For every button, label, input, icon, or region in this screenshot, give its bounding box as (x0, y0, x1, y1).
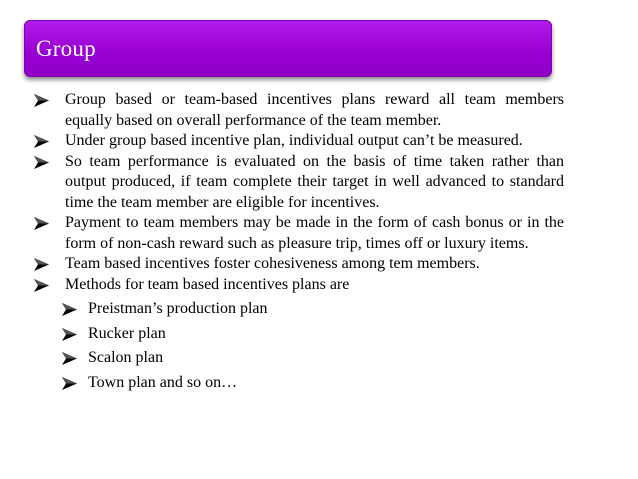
sub-bullet-text: Scalon plan (88, 349, 164, 366)
bullet-text: Methods for team based incentives plans are (65, 275, 350, 293)
arrowhead-bullet-icon (62, 303, 77, 316)
bullet-text: Under group based incentive plan, individual output can’t be measured. (65, 132, 523, 149)
arrowhead-bullet-icon (62, 352, 77, 365)
sub-bullet-text: Preistman’s production plan (88, 300, 268, 317)
arrowhead-bullet-icon (34, 279, 49, 292)
bullet-item (34, 213, 564, 254)
sub-bullet-item (62, 299, 564, 320)
bullet-item (34, 90, 564, 131)
arrowhead-bullet-icon (62, 328, 77, 341)
bullet-text: Group based or team-based incentives plans reward all team members equally based on overall performance of the team member. (65, 91, 564, 129)
sub-bullet-item (62, 373, 564, 394)
sub-bullet-item (62, 324, 564, 345)
arrowhead-bullet-icon (34, 217, 49, 230)
bullet-item (34, 275, 564, 296)
bullet-list (34, 90, 564, 393)
slide-title: Group (36, 35, 96, 61)
bullet-text: Team based incentives foster cohesiveness among tem members. (65, 255, 480, 272)
sub-bullet-item (62, 348, 564, 369)
sub-bullet-text: Rucker plan (88, 324, 166, 342)
arrowhead-bullet-icon (34, 135, 49, 148)
bullet-item (34, 152, 564, 214)
bullet-item (34, 254, 564, 275)
sub-bullet-text: Town plan and so on… (88, 373, 238, 391)
bullet-item (34, 131, 564, 152)
bullet-text: So team performance is evaluated on the basis of time taken rather than output produced, if team complete their target in well advanced to standard time the team member are eligible for incentives. (65, 152, 564, 211)
arrowhead-bullet-icon (62, 377, 77, 390)
title-bar (24, 20, 552, 77)
arrowhead-bullet-icon (34, 94, 49, 107)
arrowhead-bullet-icon (34, 156, 49, 169)
bullet-text: Payment to team members may be made in the form of cash bonus or in the form of non-cash reward such as pleasure trip, times off or luxury items. (65, 214, 564, 252)
arrowhead-bullet-icon (34, 258, 49, 271)
